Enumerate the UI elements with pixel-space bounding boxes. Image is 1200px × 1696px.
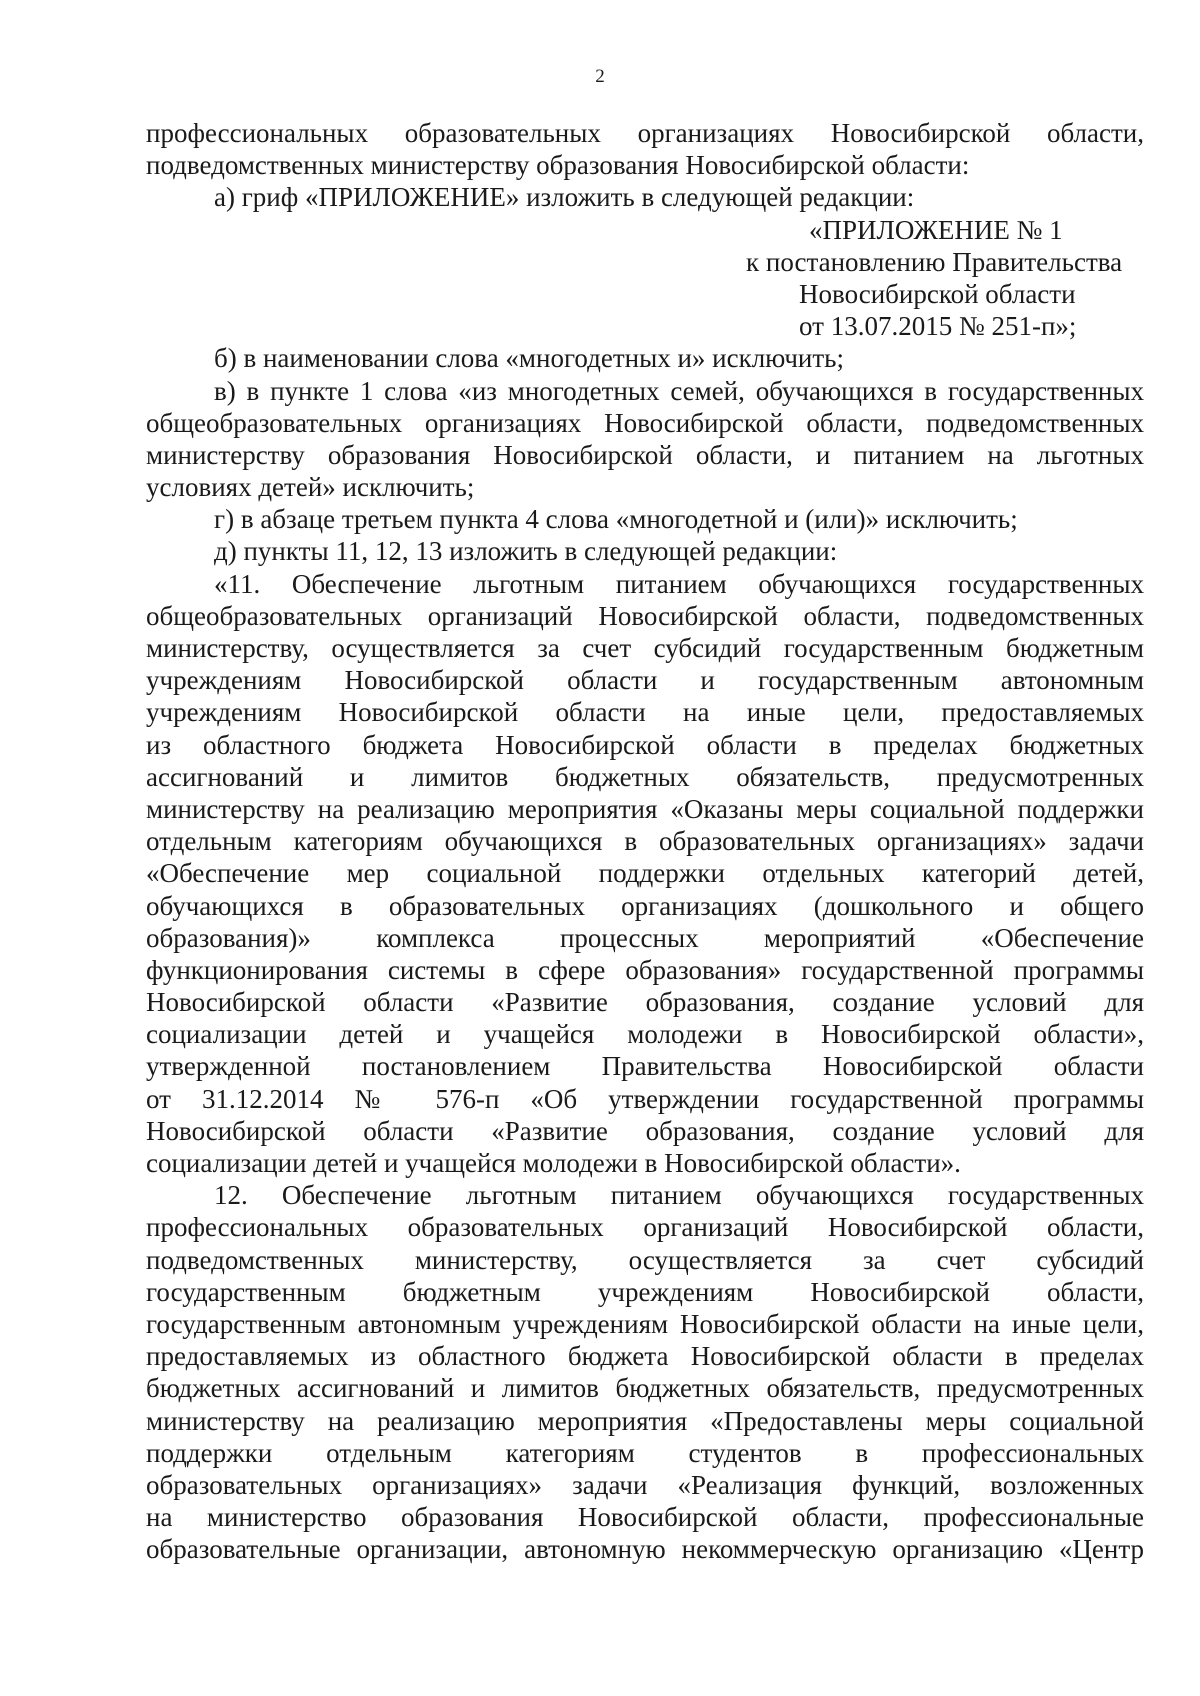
text-line: общеобразовательных организаций Новосибирской области, подведомственных	[146, 600, 1144, 631]
text-line: министерству, осуществляется за счет субсидий государственным бюджетным	[146, 633, 1144, 663]
text-line: ассигнований и лимитов бюджетных обязательств, предусмотренных	[146, 761, 1144, 792]
text-line: образования)» комплекса процессных мероприятий «Обеспечение	[146, 922, 1144, 953]
text-line: министерству образования Новосибирской области, и питанием на льготных	[146, 439, 1144, 470]
text-line: на министерство образования Новосибирской области, профессиональные	[146, 1502, 1144, 1533]
text-line: Новосибирской области	[799, 278, 1076, 309]
text-line: образовательных организациях» задачи «Реализация функций, возложенных	[146, 1469, 1144, 1500]
text-line: министерству на реализацию мероприятия «Предоставлены меры социальной	[146, 1405, 1144, 1436]
text-line: от 13.07.2015 № 251-п»;	[799, 311, 1077, 342]
text-line: 12. Обеспечение льготным питанием обучающихся государственных	[214, 1180, 1144, 1211]
text-line: подведомственных министерству образования Новосибирской области:	[146, 150, 970, 181]
text-line: бюджетных ассигнований и лимитов бюджетных обязательств, предусмотренных	[146, 1373, 1144, 1404]
text-line: в) в пункте 1 слова «из многодетных семей, обучающихся в государственных	[214, 375, 1144, 406]
text-line: профессиональных образовательных организаций Новосибирской области,	[146, 1212, 1144, 1243]
text-line: «Обеспечение мер социальной поддержки отдельных категорий детей,	[146, 858, 1144, 889]
text-line: учреждениям Новосибирской области и государственным автономным	[146, 665, 1144, 696]
text-line: обучающихся в образовательных организациях (дошкольного и общего	[146, 890, 1144, 921]
text-line: Новосибирской области «Развитие образования, создание условий для	[146, 1115, 1144, 1146]
document-body	[146, 117, 1144, 1565]
text-line: профессиональных образовательных организациях Новосибирской области,	[146, 118, 1144, 148]
text-line: б) в наименовании слова «многодетных и» исключить;	[214, 343, 844, 374]
text-line: «11. Обеспечение льготным питанием обучающихся государственных	[214, 568, 1144, 599]
text-line: подведомственных министерству, осуществляется за счет субсидий	[146, 1244, 1144, 1275]
text-line: от 31.12.2014 № 576-п «Об утверждении государственной программы	[146, 1083, 1144, 1114]
text-line: Новосибирской области «Развитие образования, создание условий для	[146, 987, 1144, 1018]
text-line: «ПРИЛОЖЕНИЕ № 1	[809, 214, 1063, 245]
text-line: поддержки отдельным категориям студентов в профессиональных	[146, 1437, 1144, 1468]
text-line: а) гриф «ПРИЛОЖЕНИЕ» изложить в следующей редакции:	[214, 182, 915, 213]
text-line: утвержденной постановлением Правительства Новосибирской области	[146, 1051, 1144, 1082]
text-line: г) в абзаце третьем пункта 4 слова «многодетной и (или)» исключить;	[214, 504, 1018, 535]
text-line: к постановлению Правительства	[746, 246, 1123, 277]
text-line: государственным автономным учреждениям Новосибирской области на иные цели,	[146, 1308, 1144, 1339]
text-line: учреждениям Новосибирской области на иные цели, предоставляемых	[146, 697, 1144, 728]
text-line: функционирования системы в сфере образования» государственной программы	[146, 954, 1144, 985]
text-line: социализации детей и учащейся молодежи в Новосибирской области».	[146, 1148, 961, 1178]
text-line: министерству на реализацию мероприятия «Оказаны меры социальной поддержки	[146, 793, 1144, 824]
text-line: из областного бюджета Новосибирской области в пределах бюджетных	[146, 729, 1144, 760]
page-number: 2	[595, 66, 605, 87]
text-line: условиях детей» исключить;	[146, 472, 475, 503]
text-line: социализации детей и учащейся молодежи в Новосибирской области»,	[146, 1019, 1144, 1050]
text-line: государственным бюджетным учреждениям Новосибирской области,	[146, 1276, 1144, 1307]
text-line: д) пункты 11, 12, 13 изложить в следующей редакции:	[214, 536, 838, 567]
text-line: общеобразовательных организациях Новосибирской области, подведомственных	[146, 407, 1144, 438]
text-line: отдельным категориям обучающихся в образовательных организациях» задачи	[146, 826, 1144, 857]
text-line: образовательные организации, автономную некоммерческую организацию «Центр	[146, 1534, 1144, 1565]
text-line: предоставляемых из областного бюджета Новосибирской области в пределах	[146, 1341, 1144, 1372]
